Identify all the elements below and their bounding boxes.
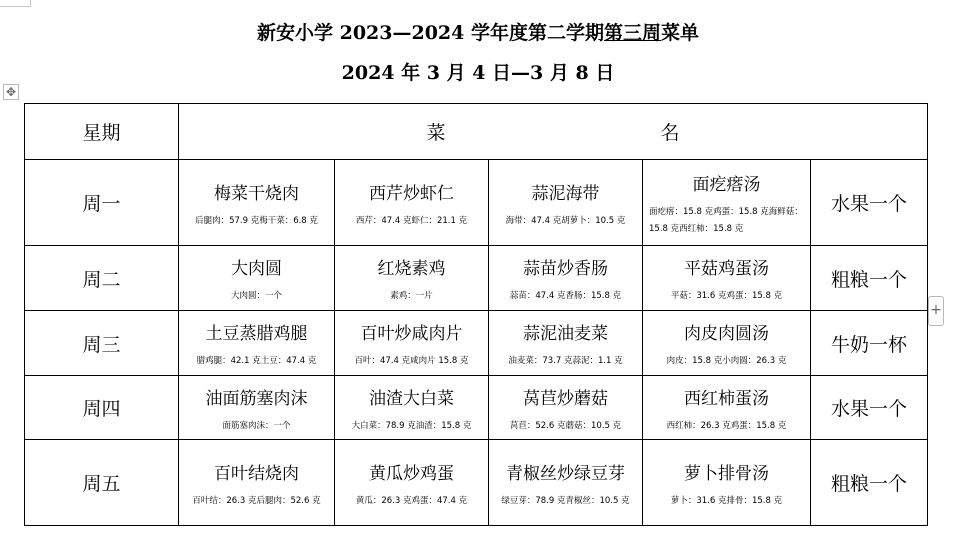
dish-cell [179, 376, 335, 440]
dish-cell [179, 440, 335, 526]
table-row [25, 246, 928, 311]
dish-ingredients: 西芹：47.4 克虾仁：21.1 克 [355, 215, 468, 226]
header-dish-2: 名 [660, 122, 680, 144]
dish-name: 莴苣炒蘑菇 [523, 388, 608, 409]
dish-name: 黄瓜炒鸡蛋 [369, 463, 454, 484]
extra-item-cell: 牛奶一杯 [811, 311, 928, 376]
day-cell: 周三 [25, 311, 179, 376]
dish-name: 油渣大白菜 [369, 388, 454, 409]
dish-ingredients: 百叶：47.4 克咸肉片 15.8 克 [354, 356, 469, 366]
dish-cell [335, 246, 489, 311]
dish-ingredients: 蒜苗：47.4 克香肠：15.8 克 [509, 291, 622, 301]
dish-cell [643, 311, 811, 376]
dish-ingredients: 后腿肉：57.9 克梅干菜：6.8 克 [195, 215, 318, 226]
table-row [25, 160, 928, 246]
title-prefix: 新安小学 2023—2024 学年度第二学期 [256, 22, 604, 44]
dish-cell [489, 440, 643, 526]
dish-name: 西红柿蛋汤 [684, 388, 769, 409]
dish-ingredients: 平菇：31.6 克鸡蛋：15.8 克 [670, 291, 783, 301]
title-week: 第三周 [603, 22, 661, 44]
dish-cell [643, 440, 811, 526]
extra-item-cell: 粗粮一个 [811, 440, 928, 526]
extra-item-cell: 水果一个 [811, 160, 928, 246]
dish-ingredients: 素鸡：一片 [390, 291, 433, 301]
dish-cell [489, 376, 643, 440]
extra-item-cell: 粗粮一个 [811, 246, 928, 311]
dish-name: 萝卜排骨汤 [684, 463, 769, 484]
dish-name: 油面筋塞肉沫 [205, 388, 308, 409]
table-row [25, 440, 928, 526]
dish-ingredients: 绿豆芽：78.9 克青椒丝：10.5 克 [501, 495, 630, 506]
dish-cell [489, 246, 643, 311]
dish-name: 西芹炒虾仁 [369, 183, 454, 204]
dish-name: 蒜泥油麦菜 [523, 324, 608, 344]
dish-ingredients: 腊鸡腿：42.1 克土豆：47.4 克 [196, 356, 317, 366]
dish-ingredients: 大肉圆：一个 [230, 291, 282, 301]
day-cell: 周二 [25, 246, 179, 311]
dish-cell [643, 246, 811, 311]
dish-cell [335, 376, 489, 440]
dish-ingredients: 黄瓜：26.3 克鸡蛋：47.4 克 [355, 495, 468, 506]
extra-item-cell: 水果一个 [811, 376, 928, 440]
dish-ingredients: 油麦菜：73.7 克蒜泥：1.1 克 [508, 356, 623, 366]
dish-name: 大肉圆 [231, 259, 282, 279]
dish-ingredients: 面筋塞肉沫：一个 [222, 420, 291, 431]
dish-ingredients: 大白菜：78.9 克油渣：15.8 克 [351, 420, 472, 431]
header-dishes [179, 104, 928, 160]
dish-ingredients: 肉皮：15.8 克小肉圆：26.3 克 [666, 356, 787, 366]
dish-ingredients: 海带：47.4 克胡萝卜：10.5 克 [505, 215, 626, 226]
date-range: 2024 年 3 月 4 日—3 月 8 日 [341, 62, 615, 84]
dish-name: 百叶结烧肉 [214, 463, 299, 484]
dish-cell [489, 160, 643, 246]
header-day: 星期 [25, 104, 179, 160]
dish-cell [179, 246, 335, 311]
table-row [25, 311, 928, 376]
dish-name: 梅菜干烧肉 [214, 183, 299, 204]
day-cell: 周四 [25, 376, 179, 440]
dish-name: 平菇鸡蛋汤 [684, 259, 769, 279]
day-cell: 周一 [25, 160, 179, 246]
dish-ingredients: 百叶结：26.3 克后腿肉：52.6 克 [192, 495, 321, 506]
dish-cell [489, 311, 643, 376]
header-dish-1: 菜 [426, 122, 446, 144]
dish-ingredients: 面疙瘩：15.8 克鸡蛋：15.8 克海鲜菇：15.8 克西红柿：15.8 克 [649, 206, 803, 234]
day-cell: 周五 [25, 440, 179, 526]
dish-name: 红烧素鸡 [377, 259, 446, 279]
dish-name: 肉皮肉圆汤 [684, 324, 769, 344]
dish-ingredients: 萝卜：31.6 克排骨：15.8 克 [670, 495, 783, 506]
menu-table [24, 103, 928, 526]
table-move-handle-icon[interactable]: ✥ [3, 84, 19, 100]
dish-cell [643, 160, 811, 246]
dish-cell [643, 376, 811, 440]
page-corner-mark [0, 0, 31, 7]
dish-name: 土豆蒸腊鸡腿 [205, 324, 308, 344]
dish-name: 蒜苗炒香肠 [523, 259, 608, 279]
add-column-icon[interactable]: + [928, 296, 944, 326]
dish-name: 青椒丝炒绿豆芽 [506, 463, 625, 484]
dish-cell [179, 160, 335, 246]
header-row [25, 104, 928, 160]
page-title [0, 21, 956, 45]
dish-ingredients: 西红柿：26.3 克鸡蛋：15.8 克 [666, 420, 787, 431]
dish-name: 蒜泥海带 [531, 183, 600, 204]
table-row [25, 376, 928, 440]
dish-ingredients: 莴苣：52.6 克蘑菇：10.5 克 [509, 420, 622, 431]
dish-cell [335, 311, 489, 376]
dish-cell [179, 311, 335, 376]
title-suffix: 菜单 [661, 22, 700, 44]
dish-name: 百叶炒咸肉片 [360, 324, 463, 344]
dish-cell [335, 160, 489, 246]
dish-cell [335, 440, 489, 526]
dish-name: 面疙瘩汤 [692, 174, 761, 195]
